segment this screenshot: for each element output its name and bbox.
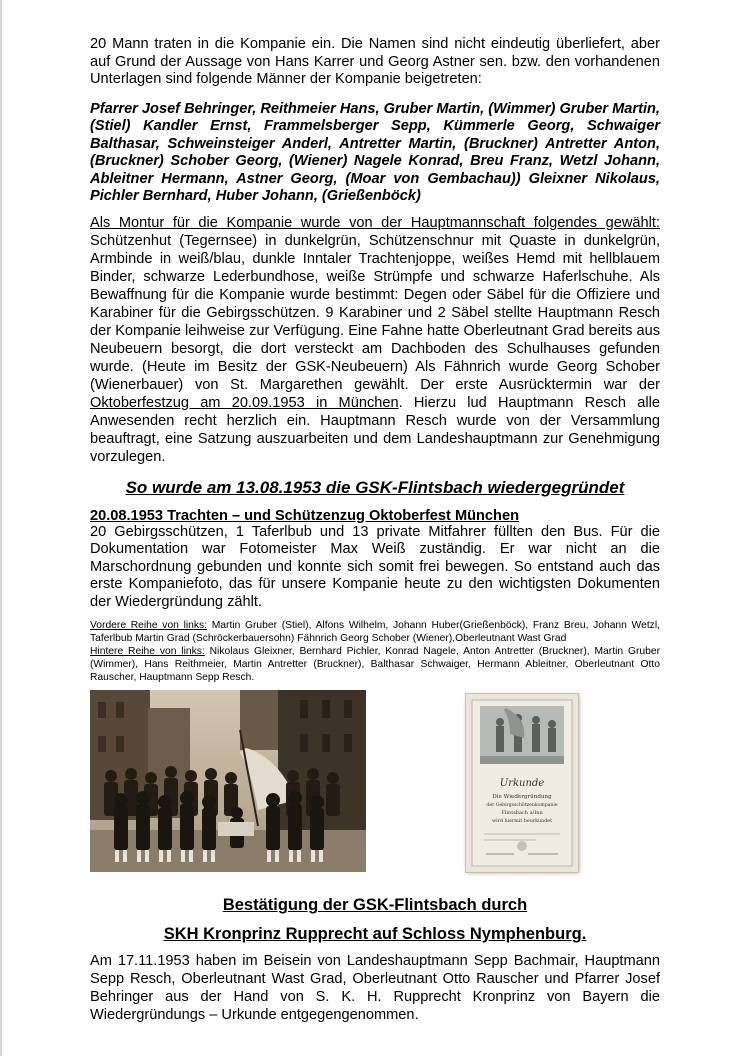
photo-row <box>90 690 660 878</box>
caption-front-label: Vordere Reihe von links: <box>90 620 208 632</box>
caption-front-names: Martin Gruber (Stiel), Alfons Wilhelm, Johann Huber(Grießenböck), Franz Breu, Johann Wetzl, Taferlbub Martin Grad (Schröckerbauersohn) Fähnrich Georg Schober (Wiener),Oberleutnant Wast Grad <box>90 620 660 645</box>
certificate-line-1: Die Wiedergründung <box>492 794 552 801</box>
trip-paragraph: 20 Gebirgsschützen, 1 Taferlbub und 13 private Mitfahrer füllten den Bus. Für die Dokumentation war Fotomeister Max Weiß zuständig. Er war nicht an die Marschordnung gebunden und konnte sich somit frei bewegen. So entstand auch das erste Kompaniefoto, das für unsere Kompanie heute zu den wichtigsten Dokumenten der Wiedergründung zählt. <box>90 523 660 610</box>
document-page <box>90 36 660 1025</box>
certificate-image <box>466 694 578 872</box>
page-edge <box>0 0 2 1056</box>
photo-caption <box>90 619 660 684</box>
intro-paragraph: 20 Mann traten in die Kompanie ein. Die Namen sind nicht eindeutig überliefert, aber auf Grund der Aussage von Hans Karrer und Georg Astner sen. bzw. den vorhandenen Unterlagen sind folgende Männer der Kompanie beigetreten: <box>90 36 660 87</box>
headline: So wurde am 13.08.1953 die GSK-Flintsbach wiedergegründet <box>125 477 625 497</box>
subheading: 20.08.1953 Trachten – und Schützenzug Oktoberfest München <box>90 507 519 524</box>
montur-text-b: . Hierzu lud Hauptmann Resch alle Anwesenden recht herzlich ein. Hauptmann Resch wurde von der Versammlung beauftragt, eine Satzung auszuarbeiten und dem Landeshauptmann zur Genehmigung vorzulegen. <box>90 394 660 465</box>
confirmation-paragraph: Am 17.11.1953 haben im Beisein von Landeshauptmann Sepp Bachmair, Hauptmann Sepp Resch, Oberleutnant Wast Grad, Oberleutnant Otto Rauscher und Pfarrer Josef Behringer aus der Hand von S. K. H. Rupprecht Kronprinz von Bayern die Wiedergründungs – Urkunde entgegengenommen. <box>90 953 660 1023</box>
company-group-photo <box>90 690 366 872</box>
certificate-line-2: der Gebirgsschützenkompanie <box>486 803 558 809</box>
certificate-line-4: wird hiermit beurkundet <box>491 819 553 825</box>
members-list: Pfarrer Josef Behringer, Reithmeier Hans, Gruber Martin, (Wimmer) Gruber Martin, (Stiel) Kandler Ernst, Frammelsberger Sepp, Kümmerle Georg, Schwaiger Balthasar, Schweinsteiger Anderl, Antretter Martin, (Bruckner) Antretter Anton, (Bruckner) Schober Georg, (Wiener) Nagele Konrad, Breu Franz, Wetzl Johann, Ableitner Hermann, Astner Georg, (Moar von Gembachau)) Gleixner Nikolaus, Pichler Bernhard, Huber Johann, (Grießenböck) <box>90 100 660 204</box>
montur-heading: Als Montur für die Kompanie wurde von der Hauptmannschaft folgendes gewählt: <box>90 214 660 231</box>
confirmation-heading-2: SKH Kronprinz Rupprecht auf Schloss Nymphenburg. <box>163 925 587 944</box>
certificate-title: Urkunde <box>499 778 545 790</box>
montur-text-a: Schützenhut (Tegernsee) in dunkelgrün, Schützenschnur mit Quaste in dunkelgrün, Armbinde in weiß/blau, dunkle Inntaler Trachtenjoppe, weißes Hemd mit hellblauem Binder, schwarze Lederbundhose, weiße Strümpfe und schwarze Haferlschuhe. Als Bewaffnung für die Kompanie wurde bestimmt: Degen oder Säbel für die Offiziere und Karabiner für die Gebirgsschützen. 9 Karabiner und 2 Säbel stellte Hauptmann Resch der Kompanie leihweise zur Verfügung. Eine Fahne hatte Oberleutnant Grad bereits aus Neubeuern besorgt, die dort versteckt am Dachboden des Schulhauses gefunden wurde. (Heute im Besitz der GSK-Neubeuern) Als Fähnrich wurde Georg Schober (Wienerbauer) von St. Margarethen gewählt. Der erste Ausrücktermin war der <box>90 232 660 393</box>
festzug-link: Oktoberfestzug am 20.09.1953 in München <box>90 394 399 411</box>
montur-paragraph <box>90 214 660 466</box>
confirmation-heading-1: Bestätigung der GSK-Flintsbach durch <box>222 896 528 915</box>
caption-back-label: Hintere Reihe von links: <box>90 646 205 658</box>
certificate-line-3: Flintsbach a/Inn <box>501 810 543 817</box>
caption-back-names: Nikolaus Gleixner, Bernhard Pichler, Konrad Nagele, Anton Antretter (Bruckner), Martin Gruber (Wimmer), Hans Reithmeier, Martin Antretter (Bruckner), Balthasar Schwaiger, Hermann Ableitner, Oberleutnant Otto Rauscher, Hauptmann Sepp Resch. <box>90 646 660 684</box>
